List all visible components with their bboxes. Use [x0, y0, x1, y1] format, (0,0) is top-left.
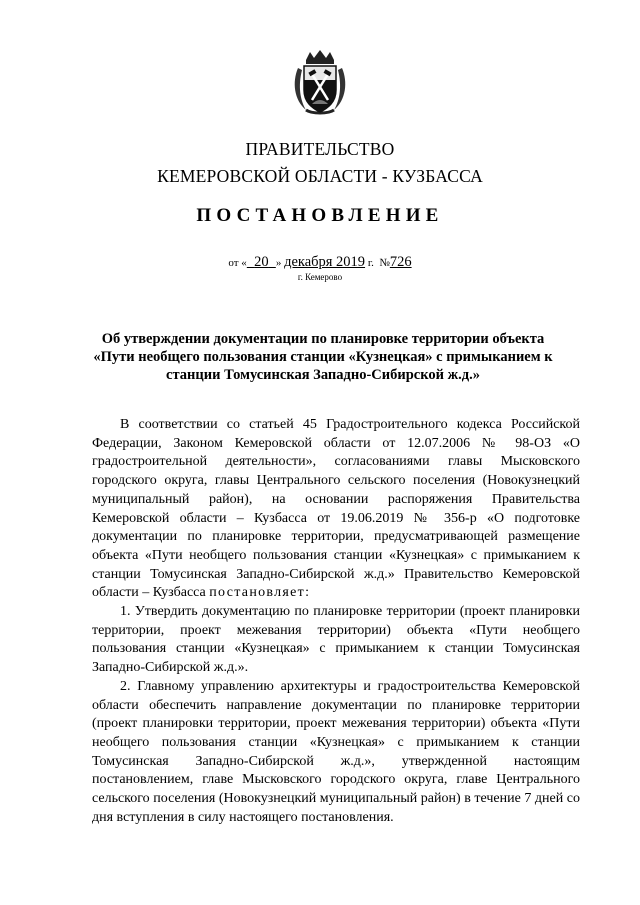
paragraph-item-1: 1. Утвердить документацию по планировке территории (проект планировки территории, проект межевания территории) объекта «Пути необщего пользования станции «Кузнецкая» с примыканием к станции Томусинская Западно-Сибирской ж.д.». — [92, 604, 580, 676]
document-body — [92, 416, 580, 827]
heading-line: станции Томусинская Западно-Сибирской ж.д.» — [166, 367, 480, 383]
region-title: КЕМЕРОВСКОЙ ОБЛАСТИ - КУЗБАССА — [157, 166, 483, 186]
date-month-year: декабря 2019 — [284, 254, 366, 270]
government-title: ПРАВИТЕЛЬСТВО — [245, 139, 395, 159]
dateline — [0, 254, 640, 271]
date-year-suffix: г. — [367, 257, 374, 269]
number-sign: № — [379, 257, 390, 269]
resolution-keyword: постановляет: — [209, 585, 311, 601]
city: г. Кемерово — [297, 272, 343, 282]
date-day: 20 — [254, 254, 269, 270]
date-prefix: от « — [228, 257, 247, 269]
document-heading — [80, 330, 566, 384]
paragraph-preamble: В соответствии со статьей 45 Градостроительного кодекса Российской Федерации, Законом Кемеровской области от 12.07.2006 № 98-ОЗ «О градостроительной деятельности», согласованиями главы Мысковского городского округа, главы Центрального сельского поселения (Новокузнецкий муниципальный район), на основании распоряжения Правительства Кемеровской области – Кузбасса от 19.06.2019 № 356-р «О подготовке документации по планировке территории, предусматривающей размещение объекта «Пути необщего пользования станции «Кузнецкая» с примыканием к станции Томусинская Западно-Сибирской ж.д.» Правительство Кемеровской области – Кузбасса постановляет: — [92, 417, 580, 601]
document-type: ПОСТАНОВЛЕНИЕ — [196, 205, 444, 226]
paragraph-item-2: 2. Главному управлению архитектуры и градостроительства Кемеровской области обеспечить направление документации по планировке территории (проект планировки территории, проект межевания территории) объекта «Пути необщего пользования станции «Кузнецкая» с примыканием к станции Томусинская Западно-Сибирской ж.д.», утвержденной настоящим постановлением, главе Мысковского городского округа, главе Центрального сельского поселения (Новокузнецкий муниципальный район) в течение 7 дней со дня вступления в силу настоящего постановления. — [92, 678, 580, 825]
coat-of-arms-icon — [292, 50, 348, 116]
heading-line: Об утверждении документации по планировке территории объекта — [101, 331, 545, 347]
heading-line: «Пути необщего пользования станции «Кузнецкая» с примыканием к — [93, 349, 553, 365]
document-number: 726 — [389, 254, 412, 270]
date-close-quote: » — [275, 257, 282, 269]
